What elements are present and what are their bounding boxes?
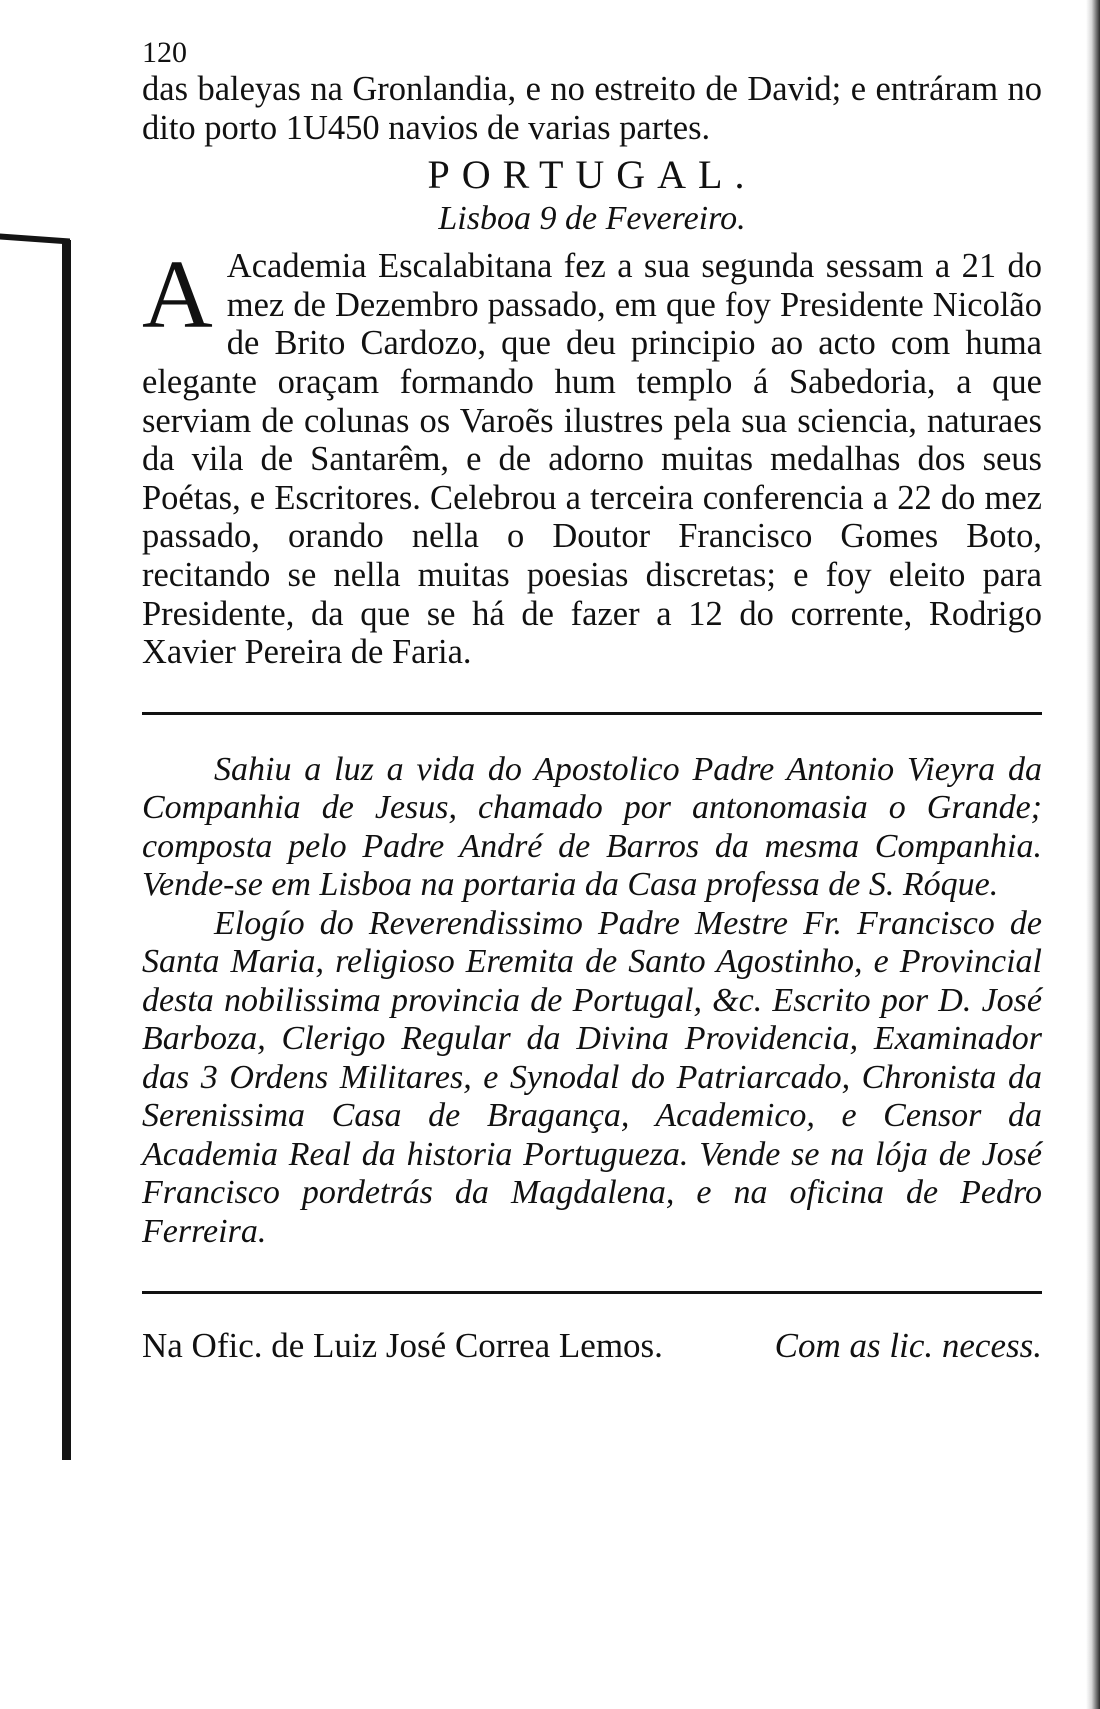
page-content [142,38,1042,1366]
page-number: 120 [142,36,187,69]
binding-shadow-top [0,234,70,245]
section-title: PORTUGAL. [427,152,757,198]
binding-shadow-line [62,240,71,1460]
section-dateline: Lisboa 9 de Fevereiro. [438,200,746,238]
imprint-licence: Com as lic. necess. [774,1326,1042,1366]
article-paragraph [142,241,1042,672]
section-divider [142,712,1042,715]
notice-item: Sahiu a luz a vida do Apostolico Padre Antonio Vieyra da Companhia de Jesus, chamado por antonomasia o Grande; composta pelo Padre André de Barros da mesma Companhia. Vende-se em Lisboa na portaria da Casa professa de S. Róque. [142,750,1042,904]
page-edge-shadow [1086,0,1100,1709]
footer-divider [142,1291,1042,1294]
imprint-printer: Na Ofic. de Luiz José Correa Lemos. [142,1326,663,1366]
notices [142,751,1042,1252]
carryover-paragraph: das baleyas na Gronlandia, e no estreito de David; e entráram no dito porto 1U450 navios de varias partes. [142,70,1042,147]
article-text: Academia Escalabitana fez a sua segunda sessam a 21 do mez de Dezembro passado, em que foy Presidente Nicolão de Brito Cardozo, que deu principio ao acto com huma elegante oraçam formando hum templo á Sabedoria, a que serviam de colunas os Varoẽs ilustres pela sua sciencia, naturaes da vila de Santarêm, e de adorno muitas medalhas dos seus Poétas, e Escritores. Celebrou a terceira conferencia a 22 do mez passado, orando nella o Doutor Francisco Gomes Boto, recitando se nella muitas poesias discretas; e foy eleito para Presidente, da que se há de fazer a 12 do corrente, Rodrigo Xavier Pereira de Faria. [142,247,1042,672]
notice-item: Elogío do Reverendissimo Padre Mestre Fr. Francisco de Santa Maria, religioso Eremita de Santo Agostinho, e Provincial desta nobilissima provincia de Portugal, &c. Escrito por D. José Barboza, Clerigo Regular da Divina Providencia, Examinador das 3 Ordens Militares, e Synodal do Patriarcado, Chronista da Serenissima Casa de Bragança, Academico, e Censor da Academia Real da historia Portugueza. Vende se na lója de José Francisco pordetrás da Magdalena, e na oficina de Pedro Ferreira. [142,904,1042,1250]
imprint-line [142,1326,1042,1366]
drop-cap: A [142,241,213,350]
